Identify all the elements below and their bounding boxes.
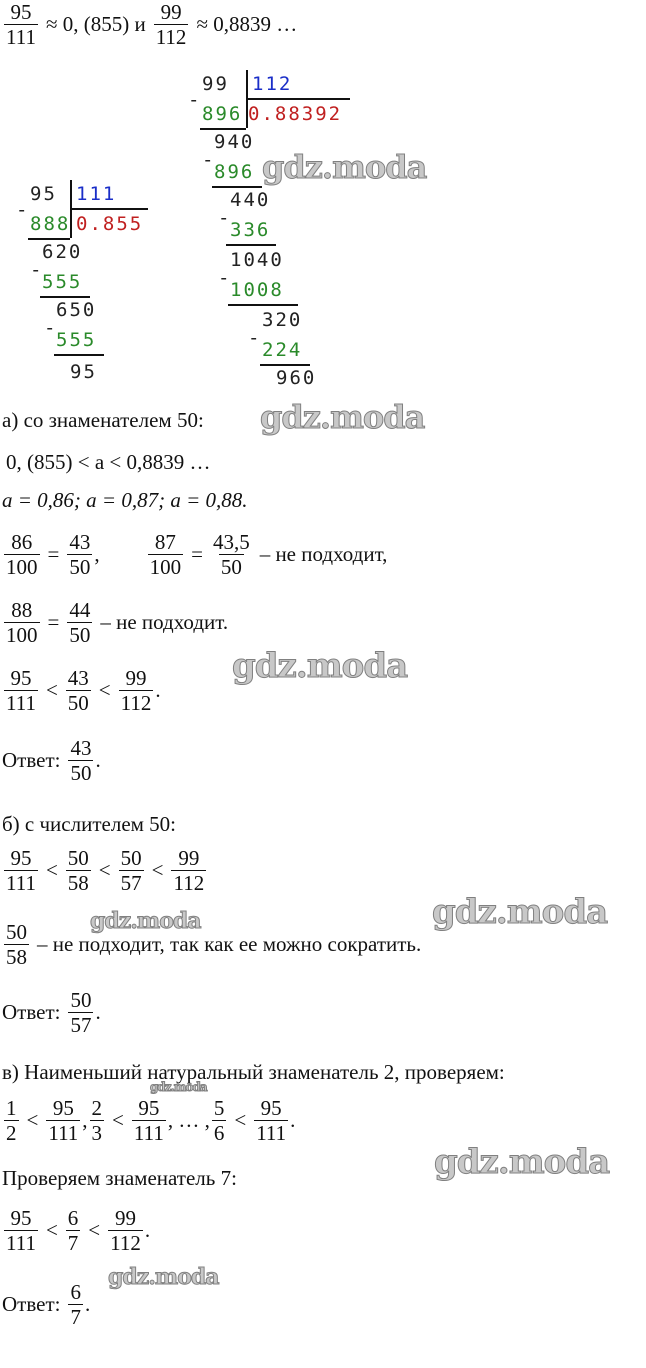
dividend: 95 [30,183,57,205]
dividend: 99 [202,73,229,95]
top-line [2,0,297,49]
comparison-row: $\frac{95}{111}$ < $\frac{43}{50}$ < $\frac{99}{112}$ . [6,666,161,715]
quotient: 0.855 [76,213,144,235]
values-line: a = 0,86; a = 0,87; a = 0,88. [2,488,248,512]
watermark: gdz.moda [150,1080,207,1094]
section-b-heading: б) с числителем 50: [2,812,177,836]
quotient: 0.88392 [248,103,343,125]
section-a-heading: а) со знаменателем 50: [2,408,204,432]
watermark: gdz.moda [432,892,608,932]
inequality: 0, (855) < a < 0,8839 … [6,450,211,474]
watermark: gdz.moda [262,148,427,186]
watermark: gdz.moda [108,1264,219,1290]
comparison-row: $\frac{95}{111}$ < $\frac{50}{58}$ < $\frac{50}{57}$ < $\frac{99}{112}$ [6,846,205,895]
divisor: 111 [76,183,117,205]
approx-text: ≈ 0, (855) и [45,12,146,36]
answer-a: Ответ: $\frac{43}{50}$ . [2,736,101,785]
comparison-row: $\frac{1}{2}$ < $\frac{95}{111}$ , $\frac{2}{3}$ < $\frac{95}{111}$ , … , $\frac{5}{6}$ < $\frac{95}{111}$ . [6,1096,296,1145]
answer-c: Ответ: $\frac{6}{7}$ . [2,1280,91,1329]
watermark: gdz.moda [232,646,408,686]
approx-text: ≈ 0,8839 … [196,12,298,36]
watermark: gdz.moda [434,1142,610,1182]
watermark: gdz.moda [260,398,425,436]
equation-row: $\frac{86}{100}$ = $\frac{43}{50}$ , $\frac{87}{100}$ = $\frac{43,5}{50}$ – не подходит, [6,530,388,579]
note-row: $\frac{50}{58}$ – не подходит, так как ее можно сократить. [6,920,422,969]
divisor: 112 [252,73,293,95]
section-c-heading: в) Наименьший натуральный знаменатель 2, проверяем: [2,1060,505,1084]
equation-row: $\frac{88}{100}$ = $\frac{44}{50}$ – не подходит. [6,598,229,647]
watermark: gdz.moda [90,908,201,934]
fraction: $\frac{99}{112}$ [155,0,187,49]
check-line: Проверяем знаменатель 7: [2,1166,237,1190]
fraction: $\frac{95}{111}$ [6,0,36,49]
answer-b: Ответ: $\frac{50}{57}$ . [2,988,101,1037]
comparison-row: $\frac{95}{111}$ < $\frac{6}{7}$ < $\frac{99}{112}$ . [6,1206,151,1255]
